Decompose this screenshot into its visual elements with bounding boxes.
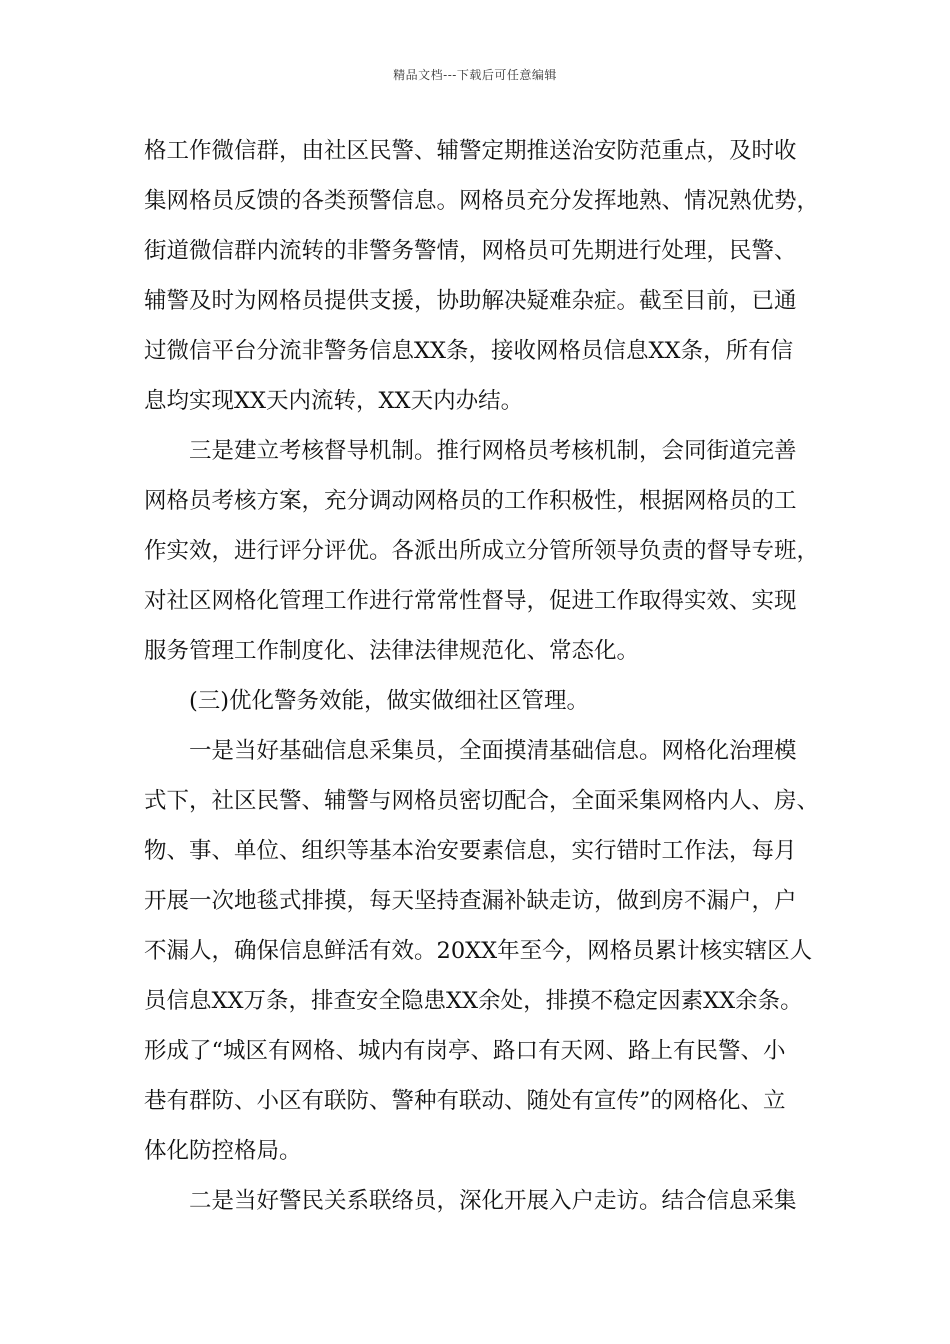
text-line: 集网格员反馈的各类预警信息。网格员充分发挥地熟、情况熟优势， xyxy=(144,188,820,214)
text-line: 街道微信群内流转的非警务警情，网格员可先期进行处理，民警、 xyxy=(144,238,797,264)
text-line: 服务管理工作制度化、法律法律规范化、常态化。 xyxy=(144,638,640,664)
text-line: 员信息XX万条，排查安全隐患XX余处，排摸不稳定因素XX余条。 xyxy=(144,988,803,1014)
text-line: 开展一次地毯式排摸，每天坚持查漏补缺走访，做到房不漏户，户 xyxy=(144,888,797,914)
text-line: 格工作微信群，由社区民警、辅警定期推送治安防范重点，及时收 xyxy=(144,138,797,164)
text-line: 体化防控格局。 xyxy=(144,1138,302,1164)
text-line: 形成了“城区有网格、城内有岗亭、路口有天网、路上有民警、小 xyxy=(144,1038,786,1064)
text-line: 对社区网格化管理工作进行常常性督导，促进工作取得实效、实现 xyxy=(144,588,797,614)
text-line: 巷有群防、小区有联防、警种有联动、随处有宣传”的网格化、立 xyxy=(144,1088,786,1114)
text-line: 辅警及时为网格员提供支援，协助解决疑难杂症。截至目前，已通 xyxy=(144,288,797,314)
page-header: 精品文档---下载后可任意编辑 xyxy=(393,68,557,82)
paragraph-start-line: 二是当好警民关系联络员，深化开展入户走访。结合信息采集 xyxy=(189,1188,797,1214)
paragraph-start-line: 三是建立考核督导机制。推行网格员考核机制，会同街道完善 xyxy=(189,438,797,464)
text-line: 不漏人，确保信息鲜活有效。20XX年至今，网格员累计核实辖区人 xyxy=(144,938,813,964)
text-line: 物、事、单位、组织等基本治安要素信息，实行错时工作法，每月 xyxy=(144,838,797,864)
paragraph-start-line: 一是当好基础信息采集员，全面摸清基础信息。网格化治理模 xyxy=(189,738,797,764)
section-heading: (三)优化警务效能，做实做细社区管理。 xyxy=(189,688,590,714)
body-text xyxy=(144,126,820,1226)
text-line: 过微信平台分流非警务信息XX条，接收网格员信息XX条，所有信 xyxy=(144,338,794,364)
text-line: 作实效，进行评分评优。各派出所成立分管所领导负责的督导专班， xyxy=(144,538,820,564)
text-line: 网格员考核方案，充分调动网格员的工作积极性，根据网格员的工 xyxy=(144,488,797,514)
text-line: 息均实现XX天内流转，XX天内办结。 xyxy=(144,388,524,414)
text-line: 式下，社区民警、辅警与网格员密切配合，全面采集网格内人、房、 xyxy=(144,788,820,814)
